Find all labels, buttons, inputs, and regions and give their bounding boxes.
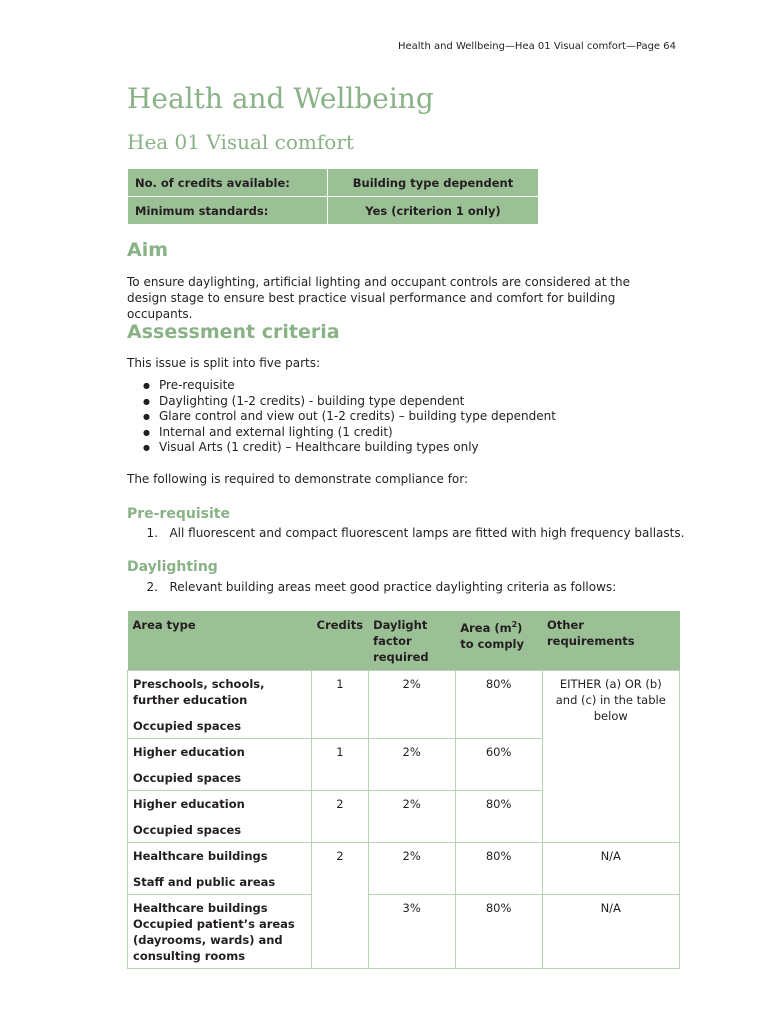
area-type-name: Healthcare buildings Occupied patient’s areas (dayrooms, wards) and consulting rooms bbox=[133, 901, 295, 963]
area-to-comply-cell: 80% bbox=[455, 895, 542, 969]
daylighting-table bbox=[127, 611, 680, 969]
item-text: All fluorescent and compact fluorescent lamps are fitted with high frequency ballasts. bbox=[169, 526, 685, 540]
other-requirements-cell: N/A bbox=[542, 895, 679, 969]
aim-text: To ensure daylighting, artificial lighting and occupant controls are considered at the design stage to ensure best practice visual performance and comfort for building occupants. bbox=[127, 275, 630, 321]
daylight-factor-cell: 2% bbox=[368, 843, 455, 895]
area-to-comply-cell: 80% bbox=[455, 671, 542, 739]
area-type-cell bbox=[128, 843, 312, 895]
col-header-other-requirements: Other requirements bbox=[542, 611, 679, 671]
other-requirements-cell: EITHER (a) OR (b) and (c) in the table below bbox=[542, 671, 679, 843]
col-header-credits: Credits bbox=[312, 611, 368, 671]
area-type-name: Preschools, schools, further education bbox=[133, 677, 265, 707]
list-item: ● Visual Arts (1 credit) – Healthcare building types only bbox=[127, 440, 556, 456]
area-to-comply-cell: 80% bbox=[455, 791, 542, 843]
area-type-cell bbox=[128, 791, 312, 843]
table-row bbox=[128, 895, 680, 969]
daylight-factor-cell: 3% bbox=[368, 895, 455, 969]
list-item: ● Daylighting (1-2 credits) - building type dependent bbox=[127, 394, 556, 410]
col-header-area-type: Area type bbox=[128, 611, 312, 671]
area-type-spaces: Occupied spaces bbox=[133, 719, 242, 733]
col-header-daylight-factor: Daylight factor required bbox=[368, 611, 455, 671]
other-requirements-cell: N/A bbox=[542, 843, 679, 895]
assessment-heading: Assessment criteria bbox=[127, 321, 340, 343]
area-type-cell bbox=[128, 895, 312, 969]
credits-value: Building type dependent bbox=[328, 169, 539, 197]
credits-summary-table bbox=[127, 168, 539, 225]
parts-list bbox=[127, 378, 556, 456]
item-number: 2. bbox=[146, 580, 158, 594]
compliance-intro: The following is required to demonstrate compliance for: bbox=[127, 472, 469, 486]
running-header: Health and Wellbeing—Hea 01 Visual comfort—Page 64 bbox=[397, 41, 676, 52]
prerequisite-item bbox=[127, 525, 684, 541]
area-type-cell bbox=[128, 739, 312, 791]
list-item: ● Internal and external lighting (1 credit) bbox=[127, 425, 556, 441]
credits-cell: 1 bbox=[312, 671, 368, 739]
daylighting-heading: Daylighting bbox=[127, 559, 218, 575]
table-row bbox=[128, 843, 680, 895]
area-type-spaces: Staff and public areas bbox=[133, 875, 276, 889]
table-row bbox=[128, 169, 539, 197]
credits-label: No. of credits available: bbox=[128, 169, 328, 197]
minimum-standards-value: Yes (criterion 1 only) bbox=[328, 197, 539, 225]
area-to-comply-cell: 60% bbox=[455, 739, 542, 791]
credits-cell: 2 bbox=[312, 791, 368, 843]
list-item: ● Pre-requisite bbox=[127, 378, 556, 394]
area-to-comply-cell: 80% bbox=[455, 843, 542, 895]
item-text: Relevant building areas meet good practice daylighting criteria as follows: bbox=[169, 580, 617, 594]
aim-heading: Aim bbox=[127, 239, 169, 261]
list-item: ● Glare control and view out (1-2 credits) – building type dependent bbox=[127, 409, 556, 425]
area-header-pre: Area (m bbox=[460, 620, 512, 635]
assessment-intro: This issue is split into five parts: bbox=[127, 356, 320, 370]
table-row bbox=[128, 197, 539, 225]
credits-cell: 1 bbox=[312, 739, 368, 791]
area-type-name: Higher education bbox=[133, 797, 245, 811]
table-header-row bbox=[128, 611, 680, 671]
daylight-factor-cell: 2% bbox=[368, 671, 455, 739]
prerequisite-heading: Pre-requisite bbox=[127, 506, 230, 522]
area-type-spaces: Occupied spaces bbox=[133, 823, 242, 837]
minimum-standards-label: Minimum standards: bbox=[128, 197, 328, 225]
item-number: 1. bbox=[146, 526, 158, 540]
area-type-cell bbox=[128, 671, 312, 739]
daylighting-item bbox=[127, 579, 616, 595]
daylight-factor-cell: 2% bbox=[368, 791, 455, 843]
area-type-name: Higher education bbox=[133, 745, 245, 759]
credits-cell: 2 bbox=[312, 843, 368, 969]
col-header-area-to-comply bbox=[455, 611, 542, 671]
area-header-sup: 2 bbox=[511, 620, 518, 629]
area-type-name: Healthcare buildings bbox=[133, 849, 268, 863]
page-subtitle: Hea 01 Visual comfort bbox=[127, 130, 354, 154]
table-row bbox=[128, 671, 680, 739]
page-title: Health and Wellbeing bbox=[127, 82, 434, 115]
area-type-spaces: Occupied spaces bbox=[133, 771, 242, 785]
area-header-post: ) to comply bbox=[460, 620, 524, 651]
daylight-factor-cell: 2% bbox=[368, 739, 455, 791]
